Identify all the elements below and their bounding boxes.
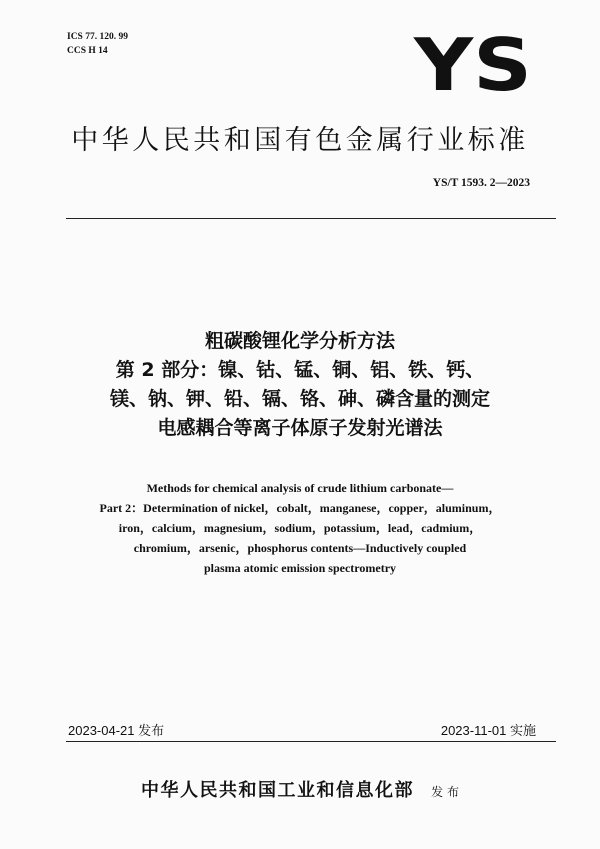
ys-logo-text: YS [413,34,532,94]
implementation-date: 2023-11-01 实施 [440,723,536,738]
english-title-line: plasma atomic emission spectrometry [203,561,397,575]
issuer-verb: 发 布 [431,785,459,799]
ccs-code: CCS H 14 [67,46,108,56]
chinese-title-line: 粗碳酸锂化学分析方法 [204,330,395,352]
issuer-name: 中华人民共和国工业和信息化部 [141,780,415,801]
ys-logo [413,34,533,94]
bottom-divider [66,741,556,742]
ics-code: ICS 77. 120. 99 [67,32,128,42]
chinese-title-line: 电感耦合等离子体原子发射光谱法 [157,417,443,439]
english-title-line: iron，calcium，magnesium，sodium，potassium，lead，cadmium， [118,521,482,535]
chinese-title-line: 镁、钠、钾、铅、镉、铬、砷、磷含量的测定 [109,388,490,410]
issuing-authority [0,776,600,802]
chinese-title [0,327,600,443]
issue-date: 2023-04-21 发布 [68,723,165,738]
classification-codes [67,30,128,58]
top-divider [66,218,556,219]
english-title-line: chromium，arsenic，phosphorus contents—Inductively coupled [133,541,467,555]
english-title-line: Methods for chemical analysis of crude lithium carbonate— [146,481,454,495]
chinese-title-line: 第 2 部分：镍、钴、锰、铜、铝、铁、钙、 [115,359,485,381]
standard-number: YS/T 1593. 2—2023 [432,177,530,189]
english-title [0,478,600,578]
english-title-line: Part 2：Determination of nickel，cobalt，manganese，copper，aluminum， [99,501,501,515]
standard-category-title: 中华人民共和国有色金属行业标准 [71,125,529,156]
